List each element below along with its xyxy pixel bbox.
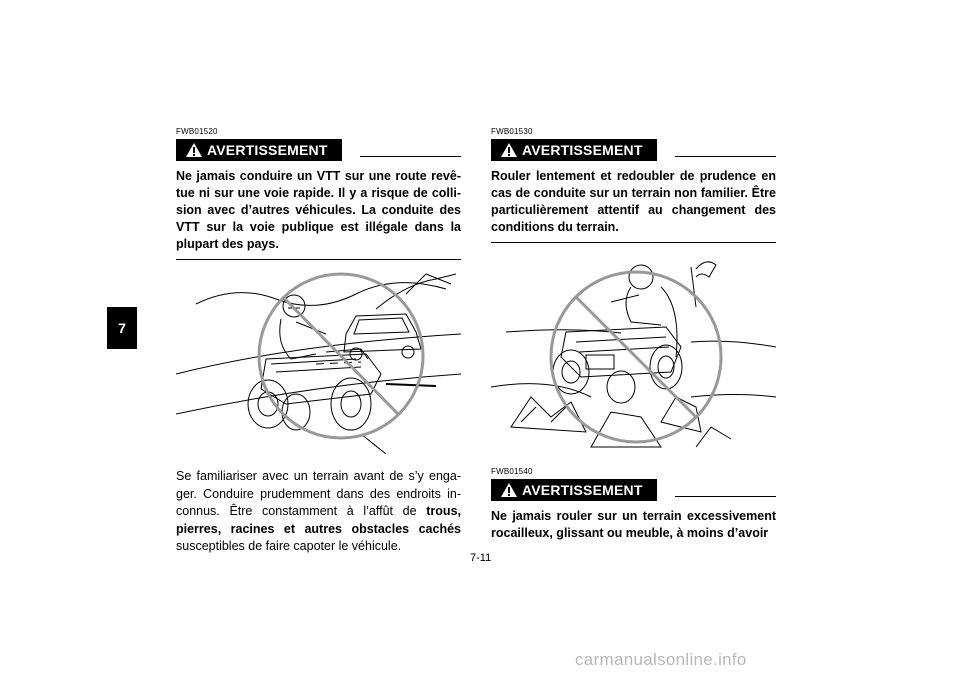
right-column: [491, 127, 776, 548]
warning-label-2: AVERTISSEMENT: [522, 482, 643, 498]
watermark: carmanualsonline.info: [575, 650, 747, 669]
chapter-tab-label: 7: [118, 320, 126, 336]
warning-header-2: [491, 478, 776, 502]
atv-road-illustration: [176, 264, 461, 454]
warning-header-1: [491, 138, 776, 162]
warning-triangle-icon: [501, 143, 517, 157]
body-paragraph: [176, 468, 461, 556]
warning-badge: [176, 139, 342, 161]
warning-code-1: FWB01530: [491, 127, 533, 136]
body-text-after: susceptibles de faire capoter le véhicule.: [176, 539, 402, 553]
warning-rule-1: [675, 144, 776, 157]
warning-code-2: FWB01540: [491, 467, 533, 476]
page-number: 7-11: [470, 552, 492, 564]
warning-header: [176, 138, 461, 162]
body-text-before: Se familiariser avec un terrain avant de s’y enga-ger. Conduire prudemment dans des endroits in-connus. Être constamment à l’affût de: [176, 469, 461, 518]
warning-text-2: Ne jamais rouler sur un terrain excessivement rocailleux, glissant ou meuble, à moins d’avoir: [491, 509, 776, 540]
warning-text-1: Rouler lentement et redoubler de prudence en cas de conduite sur un terrain non familier. Être particulièrement attentif au changement des conditions du terrain.: [491, 168, 776, 243]
warning-triangle-icon: [186, 143, 202, 157]
warning-label: AVERTISSEMENT: [207, 142, 328, 158]
warning-rule: [360, 144, 461, 157]
atv-rough-terrain-illustration: [491, 247, 776, 457]
warning-badge-1: [491, 139, 657, 161]
warning-triangle-icon: [501, 483, 517, 497]
body-text-bold: trous, pierres, racines et autres obstacles cachés: [176, 504, 461, 536]
warning-label-1: AVERTISSEMENT: [522, 142, 643, 158]
warning-code: FWB01520: [176, 127, 218, 136]
warning-text: Ne jamais conduire un VTT sur une route revê-tue ni sur une voie rapide. Il y a risque de colli-sion avec d’autres véhicules. La conduite des VTT sur la voie publique est illégale dans la plupart des pays.: [176, 168, 461, 260]
chapter-tab: [107, 307, 137, 349]
warning-badge-2: [491, 479, 657, 501]
warning-rule-2: [675, 484, 776, 497]
left-column: [176, 127, 461, 556]
